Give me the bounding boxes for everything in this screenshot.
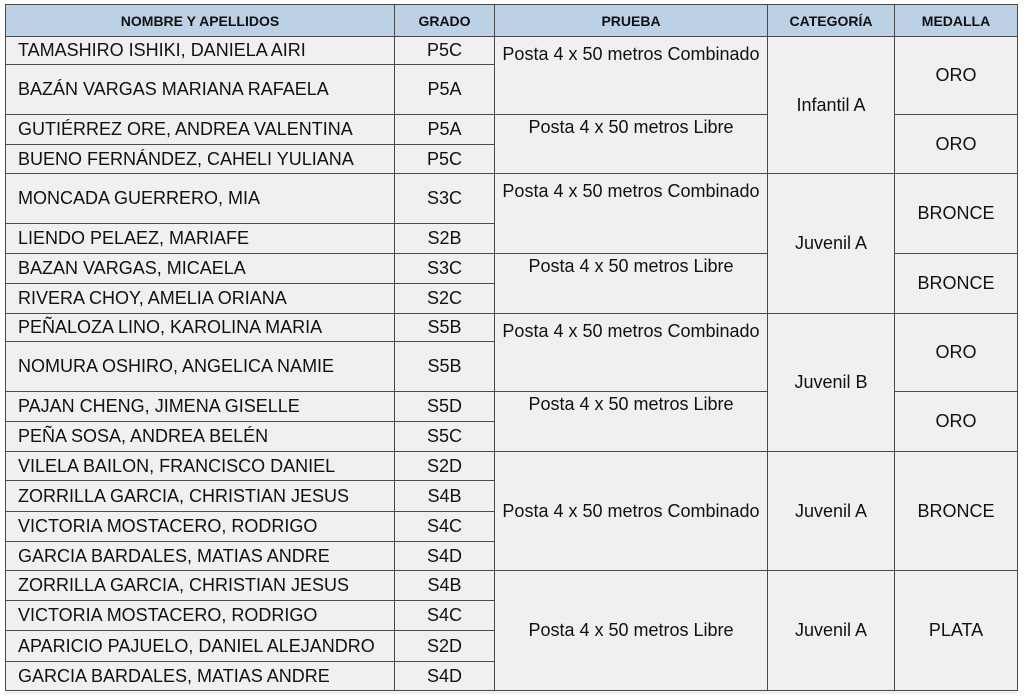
student-name: LIENDO PELAEZ, MARIAFE	[6, 224, 395, 254]
categoria-cell: Juvenil A	[768, 452, 895, 571]
table-row	[6, 314, 1018, 342]
student-grade: S5B	[395, 314, 495, 342]
student-name: RIVERA CHOY, AMELIA ORIANA	[6, 284, 395, 314]
medalla-cell: ORO	[895, 37, 1018, 115]
categoria-cell: Juvenil A	[768, 174, 895, 314]
medalla-cell: BRONCE	[895, 254, 1018, 314]
student-grade: P5C	[395, 37, 495, 65]
student-grade: S4C	[395, 512, 495, 542]
prueba-cell: Posta 4 x 50 metros Combinado	[495, 37, 768, 115]
student-name: BUENO FERNÁNDEZ, CAHELI YULIANA	[6, 145, 395, 174]
student-grade: S2D	[395, 452, 495, 481]
prueba-cell: Posta 4 x 50 metros Libre	[495, 571, 768, 691]
student-name: PEÑALOZA LINO, KAROLINA MARIA	[6, 314, 395, 342]
student-name: GUTIÉRREZ ORE, ANDREA VALENTINA	[6, 115, 395, 145]
prueba-cell: Posta 4 x 50 metros Combinado	[495, 174, 768, 254]
student-grade: P5A	[395, 65, 495, 115]
student-name: ZORRILLA GARCIA, CHRISTIAN JESUS	[6, 571, 395, 601]
prueba-cell: Posta 4 x 50 metros Libre	[495, 392, 768, 452]
student-name: PAJAN CHENG, JIMENA GISELLE	[6, 392, 395, 422]
student-grade: S4B	[395, 571, 495, 601]
categoria-cell: Juvenil A	[768, 571, 895, 691]
header-row	[6, 5, 1018, 37]
header-grado: GRADO	[395, 5, 495, 37]
student-grade: S2B	[395, 224, 495, 254]
student-grade: S2D	[395, 631, 495, 662]
results-table-container	[5, 4, 1017, 694]
medalla-cell: ORO	[895, 115, 1018, 174]
header-categoria: CATEGORÍA	[768, 5, 895, 37]
student-grade: S2C	[395, 284, 495, 314]
student-grade: S3C	[395, 254, 495, 284]
student-name: BAZAN VARGAS, MICAELA	[6, 254, 395, 284]
medalla-cell: BRONCE	[895, 174, 1018, 254]
medalla-cell: BRONCE	[895, 452, 1018, 571]
categoria-cell: Juvenil B	[768, 314, 895, 452]
header-medalla: MEDALLA	[895, 5, 1018, 37]
table-row	[6, 452, 1018, 481]
results-table	[5, 4, 1018, 691]
student-grade: S4D	[395, 542, 495, 571]
student-name: ZORRILLA GARCIA, CHRISTIAN JESUS	[6, 481, 395, 512]
table-row	[6, 37, 1018, 65]
student-name: VICTORIA MOSTACERO, RODRIGO	[6, 601, 395, 631]
student-name: BAZÁN VARGAS MARIANA RAFAELA	[6, 65, 395, 115]
prueba-cell: Posta 4 x 50 metros Libre	[495, 254, 768, 314]
table-row	[6, 571, 1018, 601]
student-name: VILELA BAILON, FRANCISCO DANIEL	[6, 452, 395, 481]
student-name: TAMASHIRO ISHIKI, DANIELA AIRI	[6, 37, 395, 65]
student-name: VICTORIA MOSTACERO, RODRIGO	[6, 512, 395, 542]
student-grade: S4B	[395, 481, 495, 512]
medalla-cell: PLATA	[895, 571, 1018, 691]
student-name: GARCIA BARDALES, MATIAS ANDRE	[6, 542, 395, 571]
student-name: MONCADA GUERRERO, MIA	[6, 174, 395, 224]
prueba-cell: Posta 4 x 50 metros Combinado	[495, 314, 768, 392]
student-name: PEÑA SOSA, ANDREA BELÉN	[6, 422, 395, 452]
student-grade: S4D	[395, 662, 495, 691]
header-prueba: PRUEBA	[495, 5, 768, 37]
student-grade: S4C	[395, 601, 495, 631]
student-name: APARICIO PAJUELO, DANIEL ALEJANDRO	[6, 631, 395, 662]
categoria-cell: Infantil A	[768, 37, 895, 174]
prueba-cell: Posta 4 x 50 metros Libre	[495, 115, 768, 174]
student-grade: P5C	[395, 145, 495, 174]
header-nombre: NOMBRE Y APELLIDOS	[6, 5, 395, 37]
student-grade: S5C	[395, 422, 495, 452]
medalla-cell: ORO	[895, 392, 1018, 452]
student-name: NOMURA OSHIRO, ANGELICA NAMIE	[6, 342, 395, 392]
student-grade: P5A	[395, 115, 495, 145]
prueba-cell: Posta 4 x 50 metros Combinado	[495, 452, 768, 571]
table-row	[6, 174, 1018, 224]
student-name: GARCIA BARDALES, MATIAS ANDRE	[6, 662, 395, 691]
student-grade: S5B	[395, 342, 495, 392]
medalla-cell: ORO	[895, 314, 1018, 392]
student-grade: S5D	[395, 392, 495, 422]
student-grade: S3C	[395, 174, 495, 224]
